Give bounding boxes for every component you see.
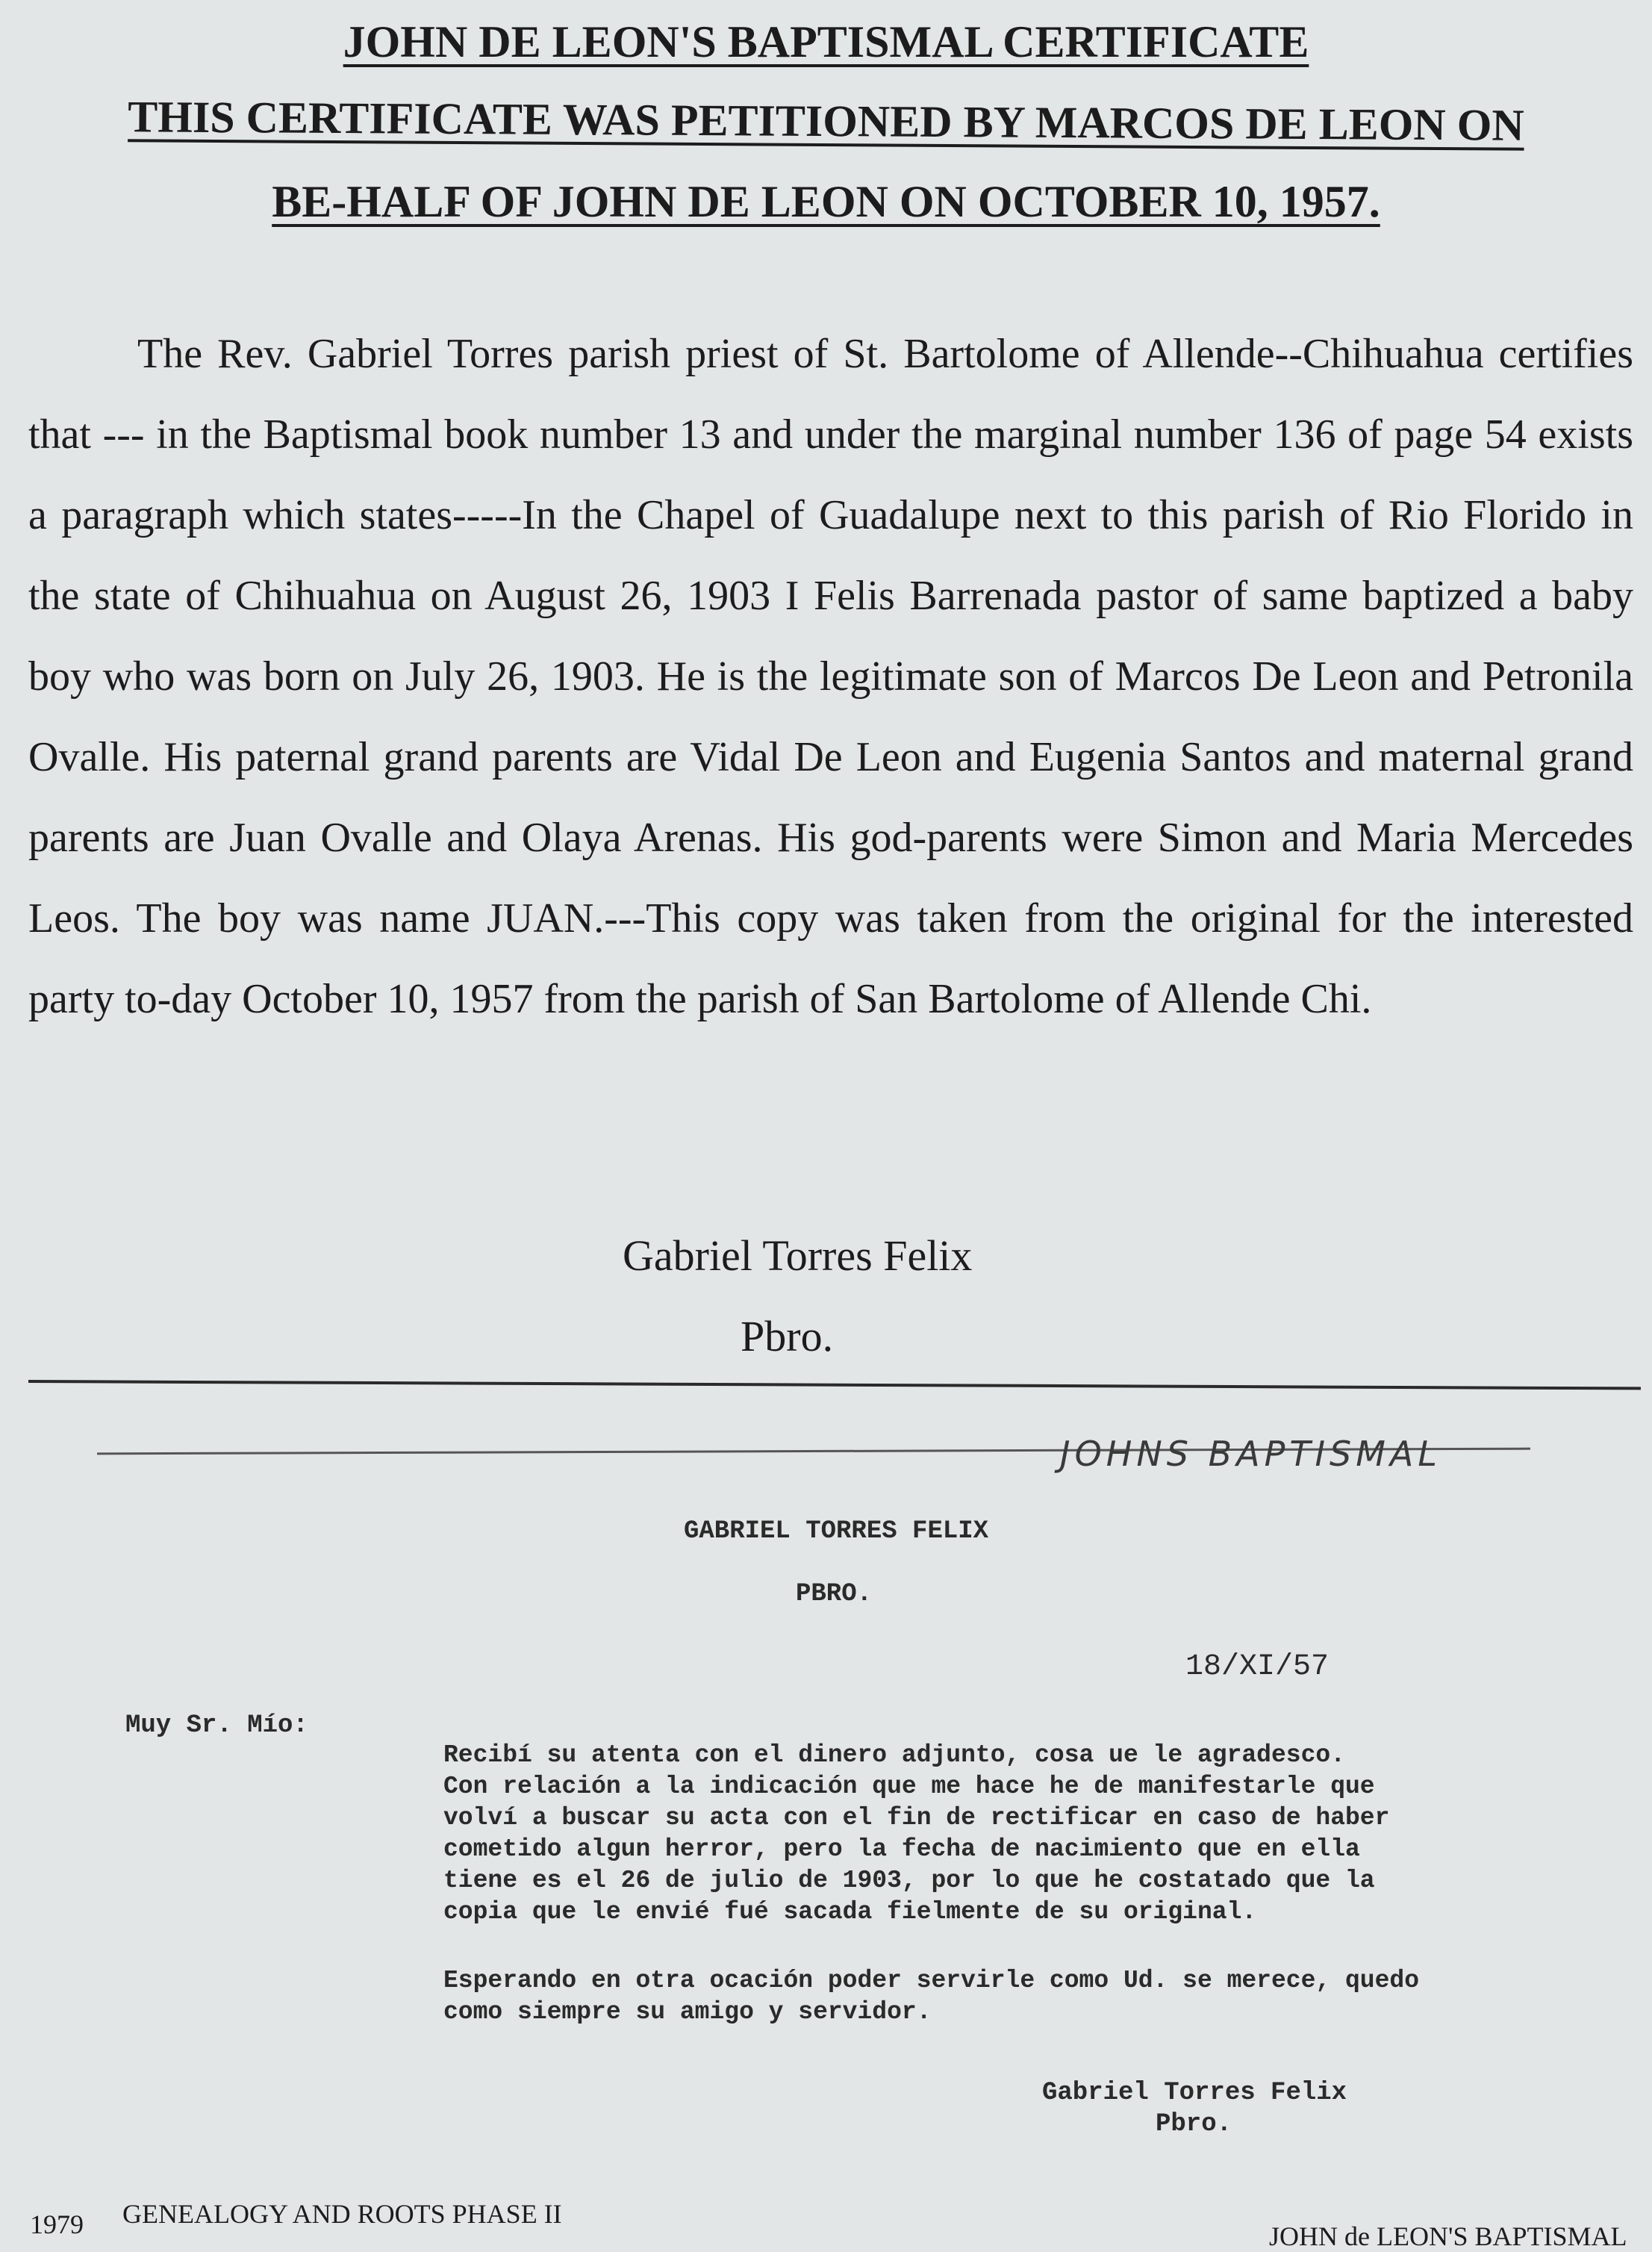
letter-paragraph-2: [443, 1965, 1419, 2028]
title-line-1: JOHN DE LEON'S BAPTISMAL CERTIFICATE: [343, 17, 1309, 66]
footer-right-caption: JOHN de LEON'S BAPTISMAL: [1269, 2221, 1627, 2251]
letter-date: 18/XI/57: [1185, 1650, 1330, 1684]
letterhead-title: PBRO.: [796, 1580, 873, 1608]
section-divider: [28, 1380, 1641, 1390]
letter-signature-title: Pbro.: [1156, 2110, 1232, 2139]
certificate-body: The Rev. Gabriel Torres parish priest of St. Bartolome of Allende--Chihuahua certifies that --- in the Baptismal book number 13 and under the marginal number 136 of page 54 exists a paragraph which states-----In the Chapel of Guadalupe next to this parish of Rio Florido in the state of Chihuahua on August 26, 1903 I Felis Barrenada pastor of same baptized a baby boy who was born on July 26, 1903. He is the legitimate son of Marcos De Leon and Petronila Ovalle. His paternal grand parents are Vidal De Leon and Eugenia Santos and maternal grand parents are Juan Ovalle and Olaya Arenas. His god-parents were Simon and Maria Mercedes Leos. The boy was name JUAN.---This copy was taken from the original for the interested party to-day October 10, 1957 from the parish of San Bartolome of Allende Chi.: [28, 331, 1633, 1022]
handwritten-note: JOHNS BAPTISMAL: [1060, 1434, 1442, 1474]
letter-signature-name: Gabriel Torres Felix: [1042, 2079, 1347, 2107]
letter-line: Recibí su atenta con el dinero adjunto, cosa ue le agradesco.: [443, 1741, 1345, 1769]
letter-line: tiene es el 26 de julio de 1903, por lo que he costatado que la: [443, 1867, 1375, 1894]
letter-line: como siempre su amigo y servidor.: [443, 1998, 932, 2026]
letter-line: Esperando en otra ocación poder servirle como Ud. se merece, quedo: [443, 1967, 1420, 1994]
footer-year: 1979: [30, 2209, 84, 2239]
certificate-signature-name: Gabriel Torres Felix: [623, 1231, 973, 1280]
letter-line: cometido algun herror, pero la fecha de nacimiento que en ella: [443, 1835, 1360, 1863]
letter-line: Con relación a la indicación que me hace he de manifestarle que: [443, 1773, 1375, 1800]
letterhead-name: GABRIEL TORRES FELIX: [684, 1517, 989, 1546]
letter-line: volví a buscar su acta con el fin de rectificar en caso de haber: [443, 1804, 1390, 1832]
letter-paragraph-1: [443, 1740, 1389, 1928]
footer-series: GENEALOGY AND ROOTS PHASE II: [122, 2199, 562, 2229]
letter-line: copia que le envié fué sacada fielmente de su original.: [443, 1898, 1257, 1926]
certificate-signature-title: Pbro.: [741, 1312, 834, 1360]
letter-salutation: Muy Sr. Mío:: [125, 1711, 308, 1740]
title-line-2: THIS CERTIFICATE WAS PETITIONED BY MARCOS DE LEON ON: [128, 92, 1524, 150]
title-line-3: BE-HALF OF JOHN DE LEON ON OCTOBER 10, 1957.: [272, 177, 1380, 226]
